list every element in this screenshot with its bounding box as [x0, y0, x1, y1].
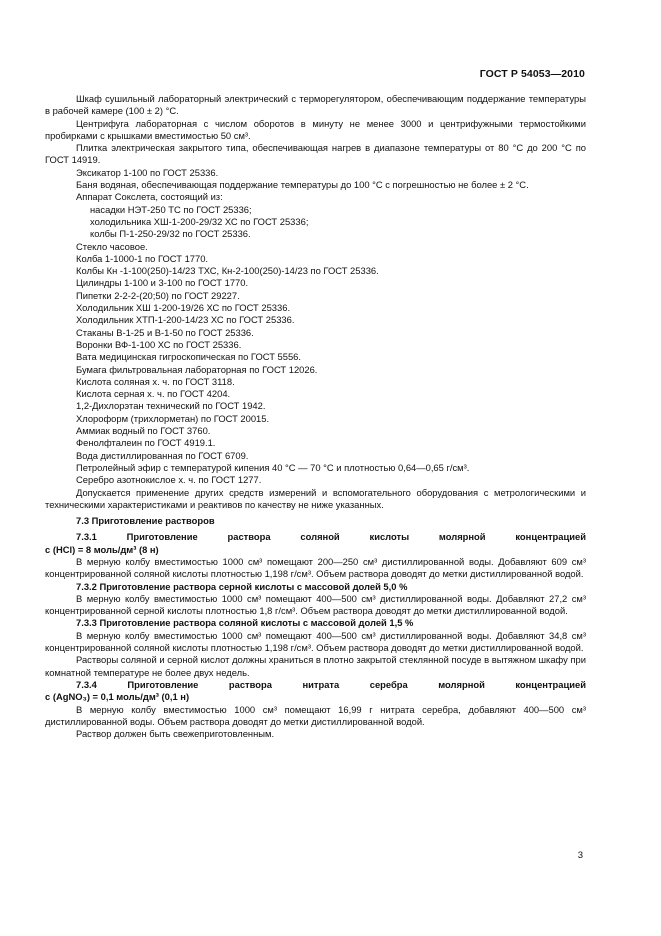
page-number: 3: [577, 850, 583, 861]
material-item: Пипетки 2-2-2-(20;50) по ГОСТ 29227.: [76, 289, 240, 301]
material-item: Кислота соляная х. ч. по ГОСТ 3118.: [76, 375, 235, 387]
material-item: Вата медицинская гигроскопическая по ГОСТ 5556.: [76, 351, 302, 363]
soxhlet-title: Аппарат Сокслета, состоящий из:: [76, 191, 223, 203]
subsection-7-3-1-text: В мерную колбу вместимостью 1000 см³ помещают 200—250 см³ дистиллированной воды. Добавляют 609 см³ концентрированной соляной кислоты плотностью 1,198 г/см³. Объем раствора доводят до метки дистиллированной водой.: [45, 555, 586, 580]
section-heading: 7.3 Приготовление растворов: [76, 515, 215, 527]
material-item: Стаканы В-1-25 и В-1-50 по ГОСТ 25336.: [76, 326, 254, 338]
material-item: Стекло часовое.: [76, 240, 148, 252]
material-item: Холодильник ХТП-1-200-14/23 ХС по ГОСТ 25336.: [76, 314, 295, 326]
allowance-paragraph: Допускается применение других средств измерений и вспомогательного оборудования с метрологическими и техническими характеристиками и реактивов по качеству не ниже указанных.: [45, 486, 586, 510]
material-item: Фенолфталеин по ГОСТ 4919.1.: [76, 437, 216, 449]
fresh-solution-note: Раствор должен быть свежеприготовленным.: [76, 728, 275, 740]
material-item: Воронки ВФ-1-100 ХС по ГОСТ 25336.: [76, 338, 242, 350]
subsection-7-3-3-text: В мерную колбу вместимостью 1000 см³ помещают 400—500 см³ дистиллированной воды. Добавляют 34,8 см³ концентрированной соляной кислоты плотностью 1,198 г/см³. Объем раствора доводят до метки дистиллированной водой.: [45, 629, 586, 654]
soxhlet-part: колбы П-1-250-29/32 по ГОСТ 25336.: [90, 228, 251, 240]
subsection-7-3-2-heading: 7.3.2 Приготовление раствора серной кислоты с массовой долей 5,0 %: [76, 580, 408, 592]
material-item: Цилиндры 1-100 и 3-100 по ГОСТ 1770.: [76, 277, 249, 289]
equipment-centrifuge: Центрифуга лабораторная с числом оборотов в минуту не менее 3000 и центрифужными термостойкими пробирками с крышками вместимостью 50 см³.: [45, 117, 586, 141]
material-item: Аммиак водный по ГОСТ 3760.: [76, 425, 211, 437]
subsection-7-3-1-formula: с (HCl) = 8 моль/дм³ (8 н): [45, 543, 159, 555]
material-item: 1,2-Дихлорэтан технический по ГОСТ 1942.: [76, 400, 266, 412]
equipment-water-bath: Баня водяная, обеспечивающая поддержание температуры до 100 °С с погрешностью не более ± 2 °С.: [76, 179, 529, 191]
material-item: Колбы Кн -1-100(250)-14/23 ТХС, Кн-2-100(250)-14/23 по ГОСТ 25336.: [76, 265, 379, 277]
subsection-7-3-2-text: В мерную колбу вместимостью 1000 см³ помещают 400—500 см³ дистиллированной воды. Добавляют 27,2 см³ концентрированной серной кислоты плотностью 1,8 г/см³. Объем раствора доводят до метки дистиллированной водой.: [45, 592, 586, 617]
subsection-7-3-4-text: В мерную колбу вместимостью 1000 см³ помещают 16,99 г нитрата серебра, добавляют 400—500 см³ дистиллированной воды. Объем раствора доводят до метки дистиллированной водой.: [45, 703, 586, 727]
document-header: ГОСТ Р 54053—2010: [479, 68, 585, 80]
material-item: Вода дистиллированная по ГОСТ 6709.: [76, 449, 249, 461]
material-item: Бумага фильтровальная лабораторная по ГОСТ 12026.: [76, 363, 318, 375]
material-item: Колба 1-1000-1 по ГОСТ 1770.: [76, 252, 209, 264]
equipment-drying-oven: Шкаф сушильный лабораторный электрический с терморегулятором, обеспечивающим поддержание температуры в рабочей камере (100 ± 2) °С.: [45, 93, 586, 117]
subsection-7-3-4-heading: 7.3.4 Приготовление раствора нитрата серебра молярной концентрацией: [76, 678, 586, 690]
subsection-7-3-1-heading: 7.3.1 Приготовление раствора соляной кислоты молярной концентрацией: [76, 531, 586, 543]
equipment-hot-plate: Плитка электрическая закрытого типа, обеспечивающая нагрев в диапазоне температуры от 80 °С до 200 °С по ГОСТ 14919.: [45, 142, 586, 166]
material-item: Хлороформ (трихлорметан) по ГОСТ 20015.: [76, 412, 270, 424]
equipment-desiccator: Эксикатор 1-100 по ГОСТ 25336.: [76, 166, 219, 178]
soxhlet-part: холодильника ХШ-1-200-29/32 ХС по ГОСТ 25336;: [90, 215, 309, 227]
soxhlet-part: насадки НЭТ-250 ТС по ГОСТ 25336;: [90, 203, 252, 215]
subsection-7-3-4-formula: с (AgNO₃) = 0,1 моль/дм³ (0,1 н): [45, 691, 190, 703]
material-item: Серебро азотнокислое х. ч. по ГОСТ 1277.: [76, 474, 262, 486]
material-item: Холодильник ХШ 1-200-19/26 ХС по ГОСТ 25336.: [76, 302, 291, 314]
material-item: Кислота серная х. ч. по ГОСТ 4204.: [76, 388, 231, 400]
page-content: [45, 93, 586, 740]
storage-paragraph: Растворы соляной и серной кислот должны храниться в плотно закрытой стеклянной посуде в вытяжном шкафу при комнатной температуре не более двух недель.: [45, 654, 586, 678]
material-item: Петролейный эфир с температурой кипения 40 °С — 70 °С и плотностью 0,64—0,65 г/см³.: [76, 461, 470, 473]
subsection-7-3-3-heading: 7.3.3 Приготовление раствора соляной кислоты с массовой долей 1,5 %: [76, 617, 414, 629]
